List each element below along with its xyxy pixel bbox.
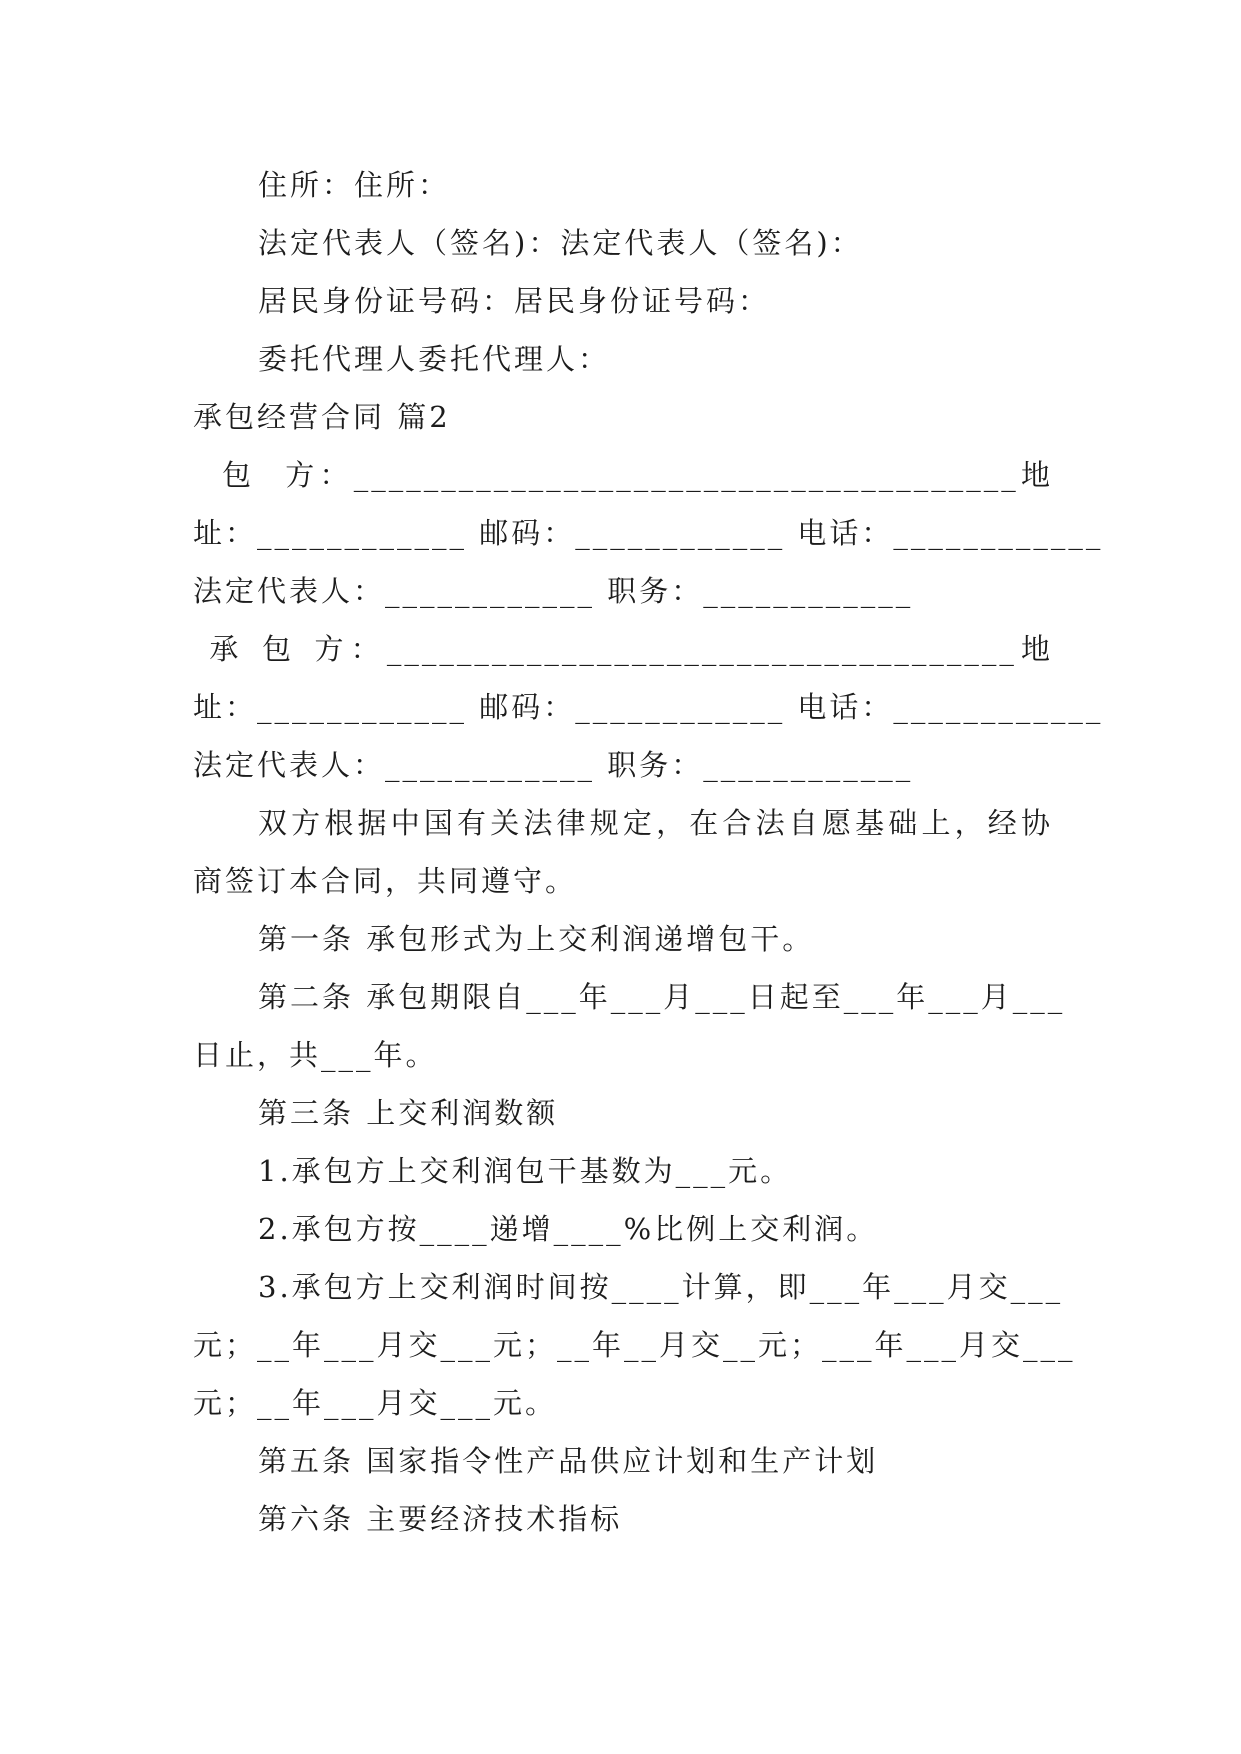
text-line: 第五条 国家指令性产品供应计划和生产计划 xyxy=(258,1444,879,1478)
text-line: 住所：住所： xyxy=(258,168,451,202)
text-line: 3.承包方上交利润时间按____计算，即___年___月交___ xyxy=(258,1270,1064,1304)
text-line: 第六条 主要经济技术指标 xyxy=(258,1502,623,1536)
text-line: 1.承包方上交利润包干基数为___元。 xyxy=(258,1154,793,1188)
text-line: 2.承包方按____递增____%比例上交利润。 xyxy=(258,1212,879,1246)
text-line: 日止，共___年。 xyxy=(193,1038,438,1072)
text-line: 包 方：______________________________________地 xyxy=(193,458,1053,492)
section-heading: 承包经营合同 篇2 xyxy=(193,400,451,434)
text-line: 双方根据中国有关法律规定，在合法自愿基础上，经协 xyxy=(258,806,1053,840)
text-line: 元；__年___月交___元；__年__月交__元；___年___月交___ xyxy=(193,1328,1076,1362)
text-line: 法定代表人（签名)：法定代表人（签名)： xyxy=(258,226,863,260)
text-line: 居民身份证号码：居民身份证号码： xyxy=(258,284,771,318)
text-line: 第二条 承包期限自___年___月___日起至___年___月___ xyxy=(258,980,1066,1014)
text-line: 法定代表人：____________ 职务：____________ xyxy=(193,574,914,608)
text-line: 元；__年___月交___元。 xyxy=(193,1386,558,1420)
text-line: 法定代表人：____________ 职务：____________ xyxy=(193,748,914,782)
text-line: 第三条 上交利润数额 xyxy=(258,1096,559,1130)
text-line: 址：____________ 邮码：____________ 电话：____________ xyxy=(193,690,1104,724)
text-line: 商签订本合同，共同遵守。 xyxy=(193,864,578,898)
text-line: 承 包 方：____________________________________地 xyxy=(193,632,1053,666)
text-line: 委托代理人委托代理人： xyxy=(258,342,611,376)
text-line: 第一条 承包形式为上交利润递增包干。 xyxy=(258,922,815,956)
text-line: 址：____________ 邮码：____________ 电话：____________ xyxy=(193,516,1104,550)
